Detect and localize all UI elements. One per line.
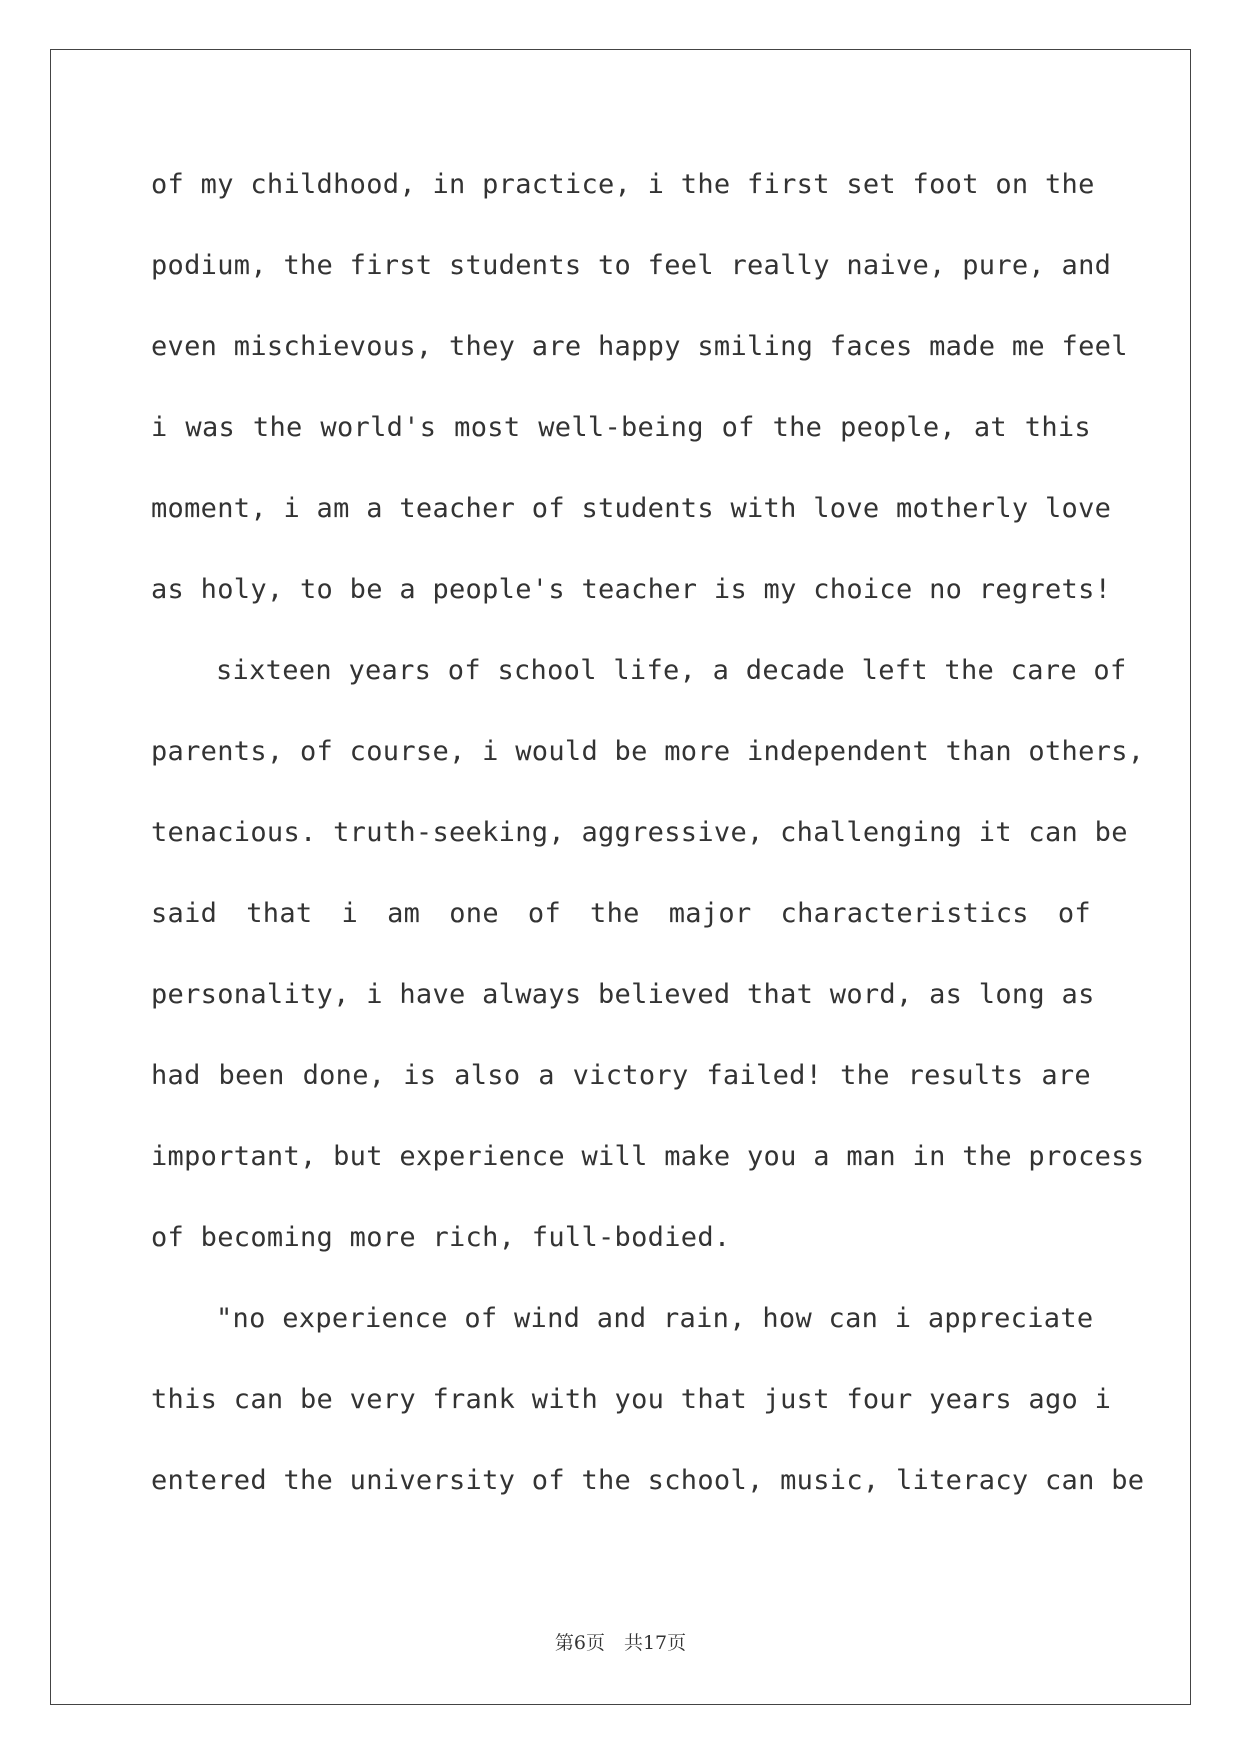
text-line: moment, i am a teacher of students with love motherly love — [151, 493, 1112, 524]
text-line: tenacious. truth-seeking, aggressive, challenging it can be — [151, 817, 1128, 848]
text-line: parents, of course, i would be more independent than others, — [151, 736, 1145, 767]
text-line: this can be very frank with you that just four years ago i — [151, 1384, 1112, 1415]
text-line: of becoming more rich, full-bodied. — [151, 1222, 731, 1253]
text-line: as holy, to be a people's teacher is my choice no regrets! — [151, 574, 1112, 605]
text-line: "no experience of wind and rain, how can i appreciate — [216, 1303, 1094, 1334]
text-line: sixteen years of school life, a decade left the care of — [216, 655, 1127, 686]
text-line: of my childhood, in practice, i the first set foot on the — [151, 169, 1095, 200]
text-line: personality, i have always believed that word, as long as — [151, 979, 1095, 1010]
page-number-footer: 第6页 共17页 — [554, 1632, 687, 1654]
text-line: said that i am one of the major characteristics of — [151, 898, 1091, 929]
text-line: i was the world's most well-being of the people, at this — [151, 412, 1091, 443]
text-line: even mischievous, they are happy smiling faces made me feel — [151, 331, 1128, 362]
text-line: podium, the first students to feel really naive, pure, and — [151, 250, 1112, 281]
text-line: important, but experience will make you a man in the process — [151, 1141, 1145, 1172]
page-frame — [50, 49, 1191, 1705]
text-line: entered the university of the school, music, literacy can be — [151, 1465, 1145, 1496]
text-line: had been done, is also a victory failed! the results are — [151, 1060, 1091, 1091]
